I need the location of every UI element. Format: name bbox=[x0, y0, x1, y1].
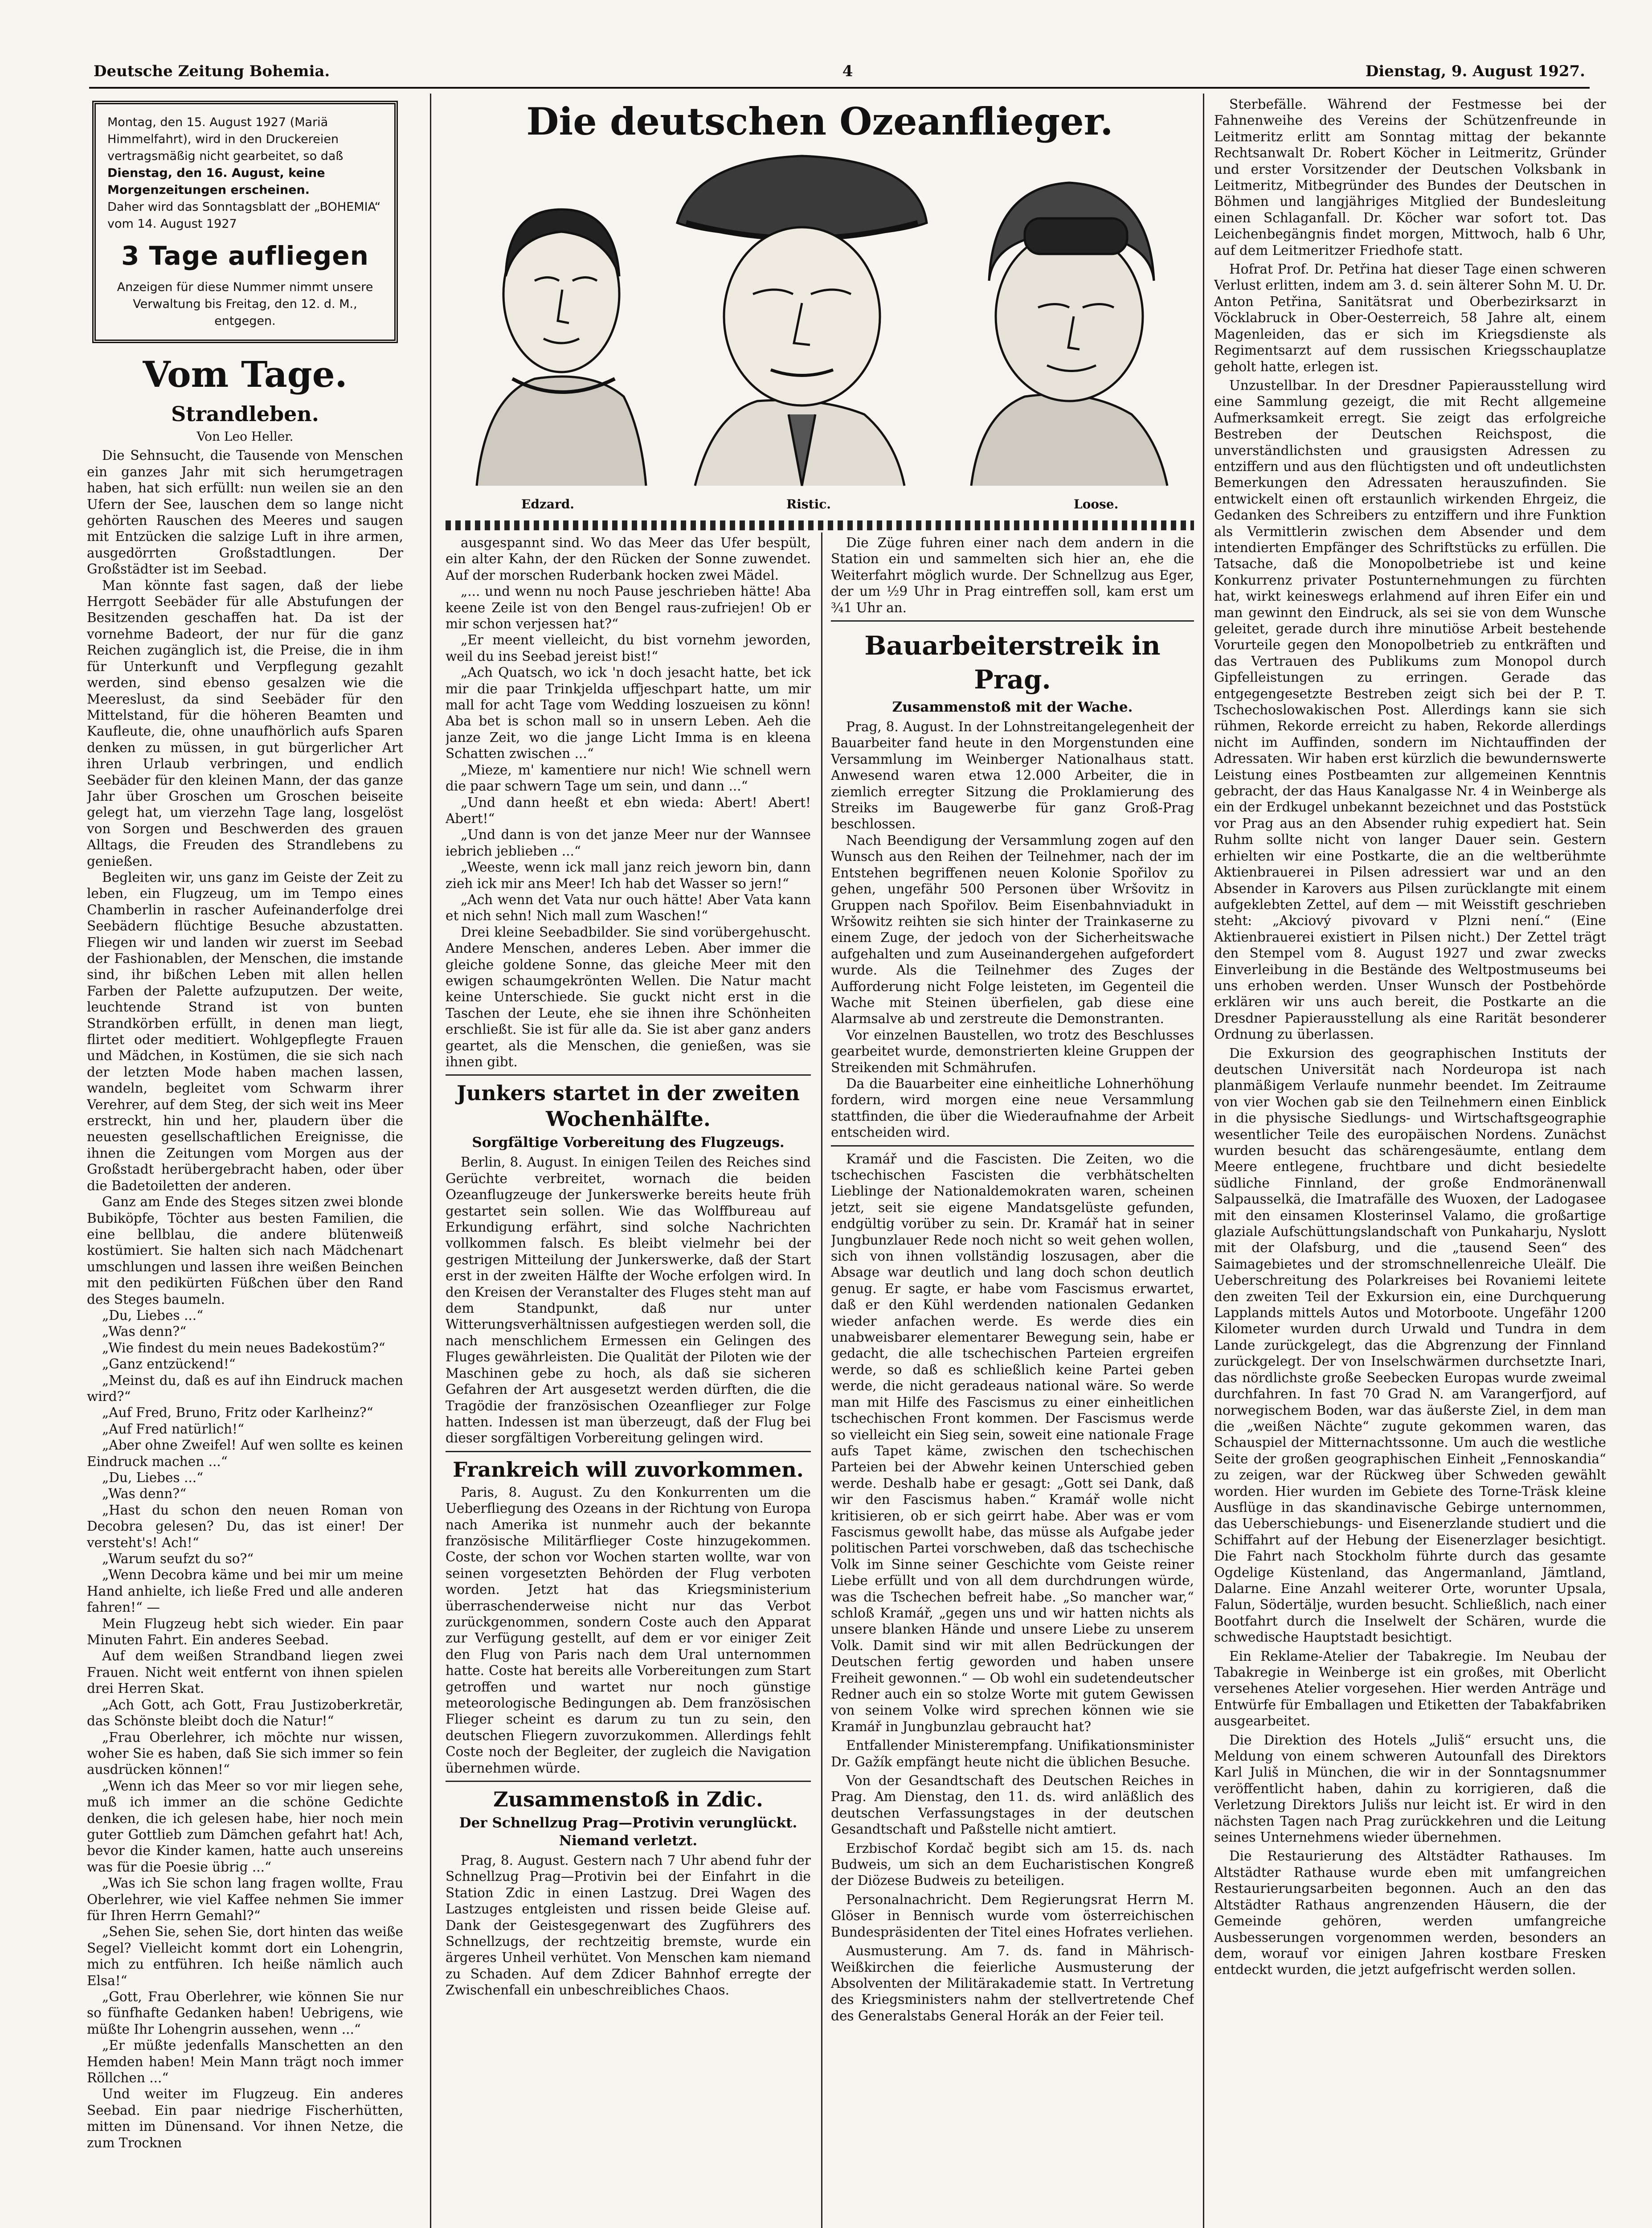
article-text: Paris, 8. August. Zu den Konkurrenten um die Ueberfliegung des Ozeans in der Richtung von Europa nach Amerika ist nunmehr auch der bekannte französische Militärflieger Coste hinzugekommen. Coste, der schon vor Wochen starten wollte, war von seinen vorgesetzten Behörden der Flug verboten worden. Jetzt hat das Kriegsministerium überraschenderweise nicht nur das Verbot zurückgenommen, sondern Coste auch den Apparat zur Verfügung gestellt, auf dem er vor einiger Zeit den Flug von Paris nach dem Ural unternommen hatte. Coste hat bereits alle Vorbereitungen zum Start getroffen und wartet nur noch günstige meteorologische Bedingungen ab. Dem französischen Flieger scheint es darum zu tun zu sein, den deutschen Fliegern zuvorzukommen. Allerdings fehlt Coste noch der Begleiter, der zugleich die Navigation übernehmen würde. bbox=[446, 1484, 811, 1776]
byline: Von Leo Heller. bbox=[196, 429, 294, 444]
paragraph: „Ach wenn det Vata nur ouch hätte! Aber Vata kann et nich sehn! Nich mall zum Waschen!“ bbox=[446, 892, 811, 924]
paragraph: Begleiten wir, uns ganz im Geiste der Zeit zu leben, ein Flugzeug, um im Tempo eines Chamberlin in rascher Aufeinanderfolge drei Seebädern flüchtige Besuche abzustatten. Fliegen wir und landen wir zuerst im Seebad der Fashionablen, der Menschen, die imstande sind, ihr bißchen Leben mit allen hellen Farben der Palette aufzuputzen. Der weite, leuchtende Strand ist von bunten Strandkörben erfüllt, in denen man liegt, flirtet oder meditiert. Wohlgepflegte Frauen und Mädchen, in Kostümen, die sie sich nach der letzten Mode haben machen lassen, wandeln, begleitet vom Schwarm ihrer Verehrer, auf dem Steg, der sich weit ins Meer erstreckt, hin und her, plaudern über die neuesten gesellschaftlichen Ereignisse, die ihnen die Zeitungen vom Morgen aus der Großstadt herübergebracht haben, oder über die Badetoiletten der anderen. bbox=[87, 869, 403, 1193]
paragraph: „Wenn ich das Meer so vor mir liegen sehe, muß ich immer an die schöne Gedichte denken, die ich gelesen habe, hier noch mein guter Gottlieb zum Dämchen gefahrt hat! Ach, bevor die Kinder kamen, hatte auch unsereins was für die Poesie übrig ...“ bbox=[87, 1778, 403, 1875]
paragraph: Drei kleine Seebadbilder. Sie sind vorübergehuscht. Andere Menschen, anderes Leben. Aber immer die gleiche goldene Sonne, das gleiche Meer mit den ewigen schaumgekrönten Wellen. Die Natur macht keine Unterschiede. Sie guckt nicht erst in die Taschen der Leute, ehe sie ihnen ihre Schönheiten erschließt. Sie ist für alle da. Sie ist aber ganz anders geartet, als die Menschen, die genießen, was sie ihnen gibt. bbox=[446, 924, 811, 1069]
article-text: Berlin, 8. August. In einigen Teilen des Reiches sind Gerüchte verbreitet, wornach die beiden Ozeanflugzeuge der Junkerswerke bereits heute früh gestartet sein sollen. Wie das Wolffbureau auf Erkundigung erfährt, sind solche Nachrichten vollkommen falsch. Es bleibt vielmehr bei der gestrigen Mitteilung der Junkerswerke, daß der Start erst in der zweiten Hälfte der Woche erfolgen wird. In den Kreisen der Veranstalter des Fluges steht man auf dem Standpunkt, daß nur unter Witterungsverhältnissen aufgestiegen werden soll, die nach menschlichem Ermessen ein Gelingen des Fluges gewährleisten. Die Qualität der Piloten wie der Maschinen gebe zu hoch, als daß sie sicheren Gefahren der Art ausgesetzt werden dürften, die die Tragödie der französischen Ozeanflieger zur Folge hatten. Indessen ist man überzeugt, daß der Flug bei dieser sorgfältigen Vorbereitung gelingen wird. bbox=[446, 1155, 811, 1446]
column-divider bbox=[1203, 94, 1204, 2228]
notice-line: Daher wird das Sonntagsblatt der „BOHEMIA“ vom 14. August 1927 bbox=[107, 200, 381, 231]
paragraph: „Er meent vielleicht, du bist vornehm jeworden, weil du ins Seebad jereist bist!“ bbox=[446, 632, 811, 664]
news-item: Ein Reklame-Atelier der Tabakregie. Im Neubau der Tabakregie in Weinberge ist ein großes, mit Oberlicht versehenes Atelier vorgesehen. Hier werden Anträge und Entwürfe für Emballagen und Etiketten der Tabakfabriken ausgearbeitet. bbox=[1214, 1648, 1606, 1729]
paragraph: „Was denn?“ bbox=[102, 1324, 187, 1339]
masthead: Deutsche Zeitung Bohemia. bbox=[94, 62, 330, 80]
paragraph: „Wenn Decobra käme und bei mir um meine Hand anhielte, ich ließe Fred und alle anderen fahren!“ — bbox=[87, 1567, 403, 1615]
paragraph: Die Sehnsucht, die Tausende von Menschen ein ganzes Jahr mit sich herumgetragen haben, hat sich erfüllt: nun weilen sie an den Ufern der See, lauschen dem so lange nicht gehörten Rauschen des Meeres und saugen mit Entzücken die salzige Luft in ihre armen, ausgedörrten Großstadtlungen. Der Großstädter ist im Seebad. bbox=[87, 448, 403, 577]
notice-headline: 3 Tage aufliegen bbox=[121, 241, 369, 271]
paragraph: „Du, Liebes ...“ bbox=[102, 1307, 204, 1323]
paragraph: „Und dann heeßt et ebn wieda: Abert! Abert! Abert!“ bbox=[446, 795, 811, 826]
article-subtitle: Zusammenstoß mit der Wache. bbox=[892, 699, 1133, 716]
portrait-loose bbox=[971, 183, 1167, 486]
paragraph: Ganz am Ende des Steges sitzen zwei blonde Bubiköpfe, Töchter aus besten Familien, die eine bellblau, die andere blütenweiß kostümiert. Sie halten sich nach Mädchenart umschlungen und lassen ihre weißen Beinchen mit den pedikürten Füßchen über den Rand des Steges baumeln. bbox=[87, 1194, 403, 1307]
paragraph: Prag, 8. August. In der Lohnstreitangelegenheit der Bauarbeiter fand heute in den Morgenstunden eine Versammlung im Weinberger Nationalhaus statt. Anwesend waren etwa 12.000 Arbeiter, die in ziemlich erregter Sitzung die Proklamierung des Streiks im Baugewerbe für ganz Groß-Prag beschlossen. bbox=[831, 719, 1194, 832]
article-text: Kramář und die Fascisten. Die Zeiten, wo die tschechischen Fascisten die verbhätschelten Lieblinge der Nationaldemokraten waren, scheinen jetzt, seit sie eigene Mandatsgelüste gefunden, endgültig vorüber zu sein. Dr. Kramář hat in seiner Jungbunzlauer Rede noch nicht so weit gehen wollen, sich von ihnen vollständig loszusagen, aber die Absage war deutlich und lang doch schon deutlich genug. Er sagte, er habe vom Fascismus erwartet, daß er den Kühl werdenden nationalen Gedanken wieder anfachen werde. Es werde dies ein unabweisbarer elementarer Bewegung sein, habe er gedacht, die alle tschechischen Parteien ergreifen werde, so daß es schließlich keine Partei geben werde, die nicht geradeaus national wäre. So werde man mit Hilfe des Fascismus zu einer einheitlichen tschechischen Front kommen. Der Fascismus werde so vielleicht ein Sieg sein, soweit eine nationale Frage aufs Tapet käme, zwischen den tschechischen Parteien bei der Abwehr keinen Unterschied geben werde. Deshalb habe er gesagt: „Gott sei Dank, daß wir den Fascismus haben.“ Kramář wolle nicht kritisieren, ob er sich geirrt habe. Aber was er vom Fascismus gewollt habe, das müsse als Aufgabe jeder politischen Partei vorschweben, daß das tschechische Volk im Sinne seiner Geschichte vom Geiste reiner Liebe erfüllt und von all dem durchdrungen würde, was die Tschechen befreit habe. „So mancher war,“ schloß Kramář, „gegen uns und wir hatten nichts als unsere blanken Hände und unsere Liebe zu unserem Volk. Damit sind wir mit allen Bedrückungen der Deutschen fertig geworden und haben unsere Freiheit gewonnen.“ — Ob wohl ein sudetendeutscher Redner auch ein so stolze Worte mit gutem Gewissen von seinem Volke wird sprechen können wie sie Kramář in Jungbunzlau gebraucht hat? bbox=[831, 1151, 1194, 1734]
notice-line: Dienstag, den 16. August, keine Morgenzeitungen erscheinen. bbox=[107, 166, 325, 197]
paragraph: „Hast du schon den neuen Roman von Decobra gelesen? Du, das ist einer! Der versteht's! Ach!“ bbox=[87, 1502, 403, 1550]
divider bbox=[446, 1781, 811, 1782]
divider bbox=[446, 1074, 811, 1076]
divider bbox=[446, 1451, 811, 1452]
notice-line: Anzeigen für diese Nummer nimmt unsere Verwaltung bis Freitag, den 12. d. M., entgegen. bbox=[117, 280, 373, 328]
article-text: Prag, 8. August. Gestern nach 7 Uhr abend fuhr der Schnellzug Prag—Protivin bei der Einfahrt in die Station Zdic in einen Lastzug. Drei Wagen des Lastzuges entgleisten und rissen beide Gleise auf. Dank der Geistesgegenwart des Zugführers des Schnellzugs, der rechtzeitig bremste, wurde ein ärgeres Unheil verhütet. Von Menschen kam niemand zu Schaden. Auf dem Zdicer Bahnhof erregte der Zwischenfall ein unbeschreibliches Chaos. bbox=[446, 1853, 811, 1998]
column-divider bbox=[821, 532, 822, 2228]
news-item: Ausmusterung. Am 7. ds. fand in Mährisch-Weißkirchen die feierliche Ausmusterung der Absolventen der Militärakademie statt. In Vertretung des Kriegsministers nahm der stellvertretende Chef des Generalstabs General Horák an der Feier teil. bbox=[831, 1943, 1194, 2023]
column-3 bbox=[831, 535, 1194, 2228]
caption-loose: Loose. bbox=[1074, 497, 1119, 512]
article-text: Die Züge fuhren einer nach dem andern in die Station ein und sammelten sich hier an, ehe die Weiterfahrt möglich wurde. Der Schnellzug aus Eger, der um ½9 Uhr in Prag eintreffen soll, kam erst um ¾1 Uhr an. bbox=[831, 535, 1194, 615]
issue-date: Dienstag, 9. August 1927. bbox=[1365, 62, 1585, 80]
paragraph: „Und dann is von det janze Meer nur der Wannsee iebrich jeblieben ...“ bbox=[446, 827, 811, 859]
paragraph: „Er müßte jedenfalls Manschetten an den Hemden haben! Mein Mann trägt noch immer Röllchen ...“ bbox=[87, 2038, 403, 2086]
paragraph: Vor einzelnen Baustellen, wo trotz des Beschlusses gearbeitet wurde, demonstrierten kleine Gruppen der Streikenden mit Schmährufen. bbox=[831, 1027, 1194, 1075]
news-item: Die Restaurierung des Altstädter Rathauses. Im Altstädter Rathause wurde eben mit umfangreichen Restaurierungsarbeiten begonnen. Auch an den das Altstädter Rathaus angrenzenden Häusern, die der Gemeinde gehören, werden umfangreiche Ausbesserungen vorgenommen werden, besonders an dem, worauf vor einigen Jahren kostbare Fresken entdeckt wurden, die jetzt aufgefrischt werden sollen. bbox=[1214, 1848, 1606, 1978]
header-rule bbox=[89, 87, 1590, 89]
news-item: Hofrat Prof. Dr. Petřina hat dieser Tage einen schweren Verlust erlitten, indem am 3. d. sein älterer Sohn M. U. Dr. Anton Petřina, Sanitätsrat und Oberbezirksarzt in Vöcklabruck in Ober-Oesterreich, 58 Jahre alt, einem Magenleiden, das er sich im Kriegsdienste als Regimentsarzt auf dem russischen Kriegsschauplatze geholt hatte, erlegen ist. bbox=[1214, 262, 1606, 374]
news-item: Von der Gesandtschaft des Deutschen Reiches in Prag. Am Dienstag, den 11. ds. wird anläßlich des deutschen Verfassungstages in der deutschen Gesandtschaft und Paßstelle nicht amtiert. bbox=[831, 1773, 1194, 1837]
portrait-ristic bbox=[677, 156, 927, 486]
paragraph: „Warum seufzt du so?“ bbox=[102, 1551, 254, 1567]
article-continuation bbox=[446, 535, 811, 1070]
caption-edzard: Edzard. bbox=[521, 497, 575, 512]
news-item: Personalnachricht. Dem Regierungsrat Herrn M. Glöser in Bennisch wurde vom österreichischen Bundespräsidenten der Titel eines Hofrates verliehen. bbox=[831, 1892, 1194, 1940]
ozeanflieger-illustration bbox=[446, 94, 1194, 515]
article-title-bauarbeiter: Bauarbeiterstreik in Prag. bbox=[864, 631, 1161, 695]
caption-ristic: Ristic. bbox=[786, 497, 831, 512]
portraits-drawing bbox=[446, 147, 1194, 495]
news-item: Unzustellbar. In der Dresdner Papierausstellung wird eine Sammlung gezeigt, die mit Recht allgemeine Aufmerksamkeit erregt. Sie zeigt das erfolgreiche Bestreben der Deutschen Reichspost, die unverständlichsten und grausigsten Adressen zu entziffern und aus den flüchtigsten und oft undeutlichsten Bemerkungen den Adressaten herauszufinden. Sie entwickelt einen oft erstaunlich wirkenden Ehrgeiz, die Gedanken des Schreibers zu entziffern und ihre Funktion als Vermittlerin zwischen dem Absender und dem intendierten Empfänger des Schriftstücks zu erfüllen. Die Tatsache, daß die Monopolbetriebe ist und keine Konkurrenz privater Postunternehmungen zu fürchten hat, wirkt keineswegs erlahmend auf ihren Eifer ein und man gewinnt den Eindruck, als sei sie von dem Wunsche geleitet, gerade durch ihre minutiöse Arbeit bestehende Vorurteile gegen den Monopolbetrieb zu entkräften und das Vertrauen des Publikums zum Monopol durch Gipfelleistungen zu erringen. Gerade das entgegengesetzte Bestreben zeigt sich bei der P. T. Tschechoslowakischen Post. Allerdings kann sie sich rühmen, Rekorde erreicht zu haben, Rekorde allerdings nicht im Auffinden, sondern im Nichtauffinden der Adressaten. Wir haben erst kürzlich die bewundernswerte Leistung eines Postbeamten zur allgemeinen Kenntnis gebracht, der das Haus Kanalgasse Nr. 4 in Weinberge als ein der Erdkugel unbekannt bezeichnet und das Poststück vor Prag aus an den Absender ruhig expediert hat. Sein Ruhm sollte nicht von langer Dauer sein. Gestern erhielten wir eine Postkarte, die an die weltberühmte Aktienbrauerei in Pilsen adressiert war und an den Absender in Karovers aus Pilsen zurücklangte mit einem aufgeklebten Zettel, auf dem — mit Weisstift geschrieben steht: „Akciový pivovard v Plzni není.“ (Eine Aktienbrauerei existiert in Pilsen nicht.) Der Zettel trägt den Stempel vom 8. August 1927 und zwar zwecks Einverleibung in die Bestände des Weltpostmuseums bei uns erhoben werden. Unser Wunsch der Postbehörde erklären wir uns auch bereit, die Postkarte an die Dresdner Papierausstellung als eine Rarität besonderer Ordnung zu überlassen. bbox=[1214, 377, 1606, 1042]
column-2 bbox=[446, 535, 811, 2228]
paragraph: ausgespannt sind. Wo das Meer das Ufer bespült, ein alter Kahn, der den Rücken der Sonne zuwendet. Auf der morschen Ruderbank hocken zwei Mädel. bbox=[446, 535, 811, 583]
article-subtitle: Sorgfältige Vorbereitung des Flugzeugs. bbox=[472, 1134, 785, 1151]
news-items bbox=[831, 1737, 1194, 2024]
paragraph: „Auf Fred natürlich!“ bbox=[102, 1421, 245, 1437]
divider bbox=[831, 620, 1194, 622]
ornamental-rule bbox=[446, 520, 1194, 530]
paragraph: „Auf Fred, Bruno, Fritz oder Karlheinz?“ bbox=[102, 1405, 373, 1421]
page-number: 4 bbox=[842, 62, 853, 80]
paragraph: „Ach Quatsch, wo ick 'n doch jesacht hatte, bet ick mir die paar Trinkjelda uffjeschpart hatte, um mir mall for acht Tage vom Wedding loszueisen zu könn! Aba bet is schon mall so in unsern Leben. Aeh die janze Zeit, wo die jange Licht Imma is en kleena Schatten zwischen ...“ bbox=[446, 665, 811, 762]
paragraph: „Ganz entzückend!“ bbox=[102, 1356, 236, 1372]
paragraph: „Aber ohne Zweifel! Auf wen sollte es keinen Eindruck machen ...“ bbox=[87, 1438, 403, 1469]
paragraph: „Was ich Sie schon lang fragen wollte, Frau Oberlehrer, wie viel Kaffee nehmen Sie immer für Ihren Herrn Gemahl?“ bbox=[87, 1876, 403, 1923]
paragraph: „Weeste, wenn ick mall janz reich jeworn bin, dann zieh ick mir ans Meer! Ich hab det Wasser so jern!“ bbox=[446, 860, 811, 891]
news-item: Die Direktion des Hotels „Juliš“ ersucht uns, die Meldung von einem schweren Autounfall des Direktors Karl Juliš in München, die wir in der Sonntagsnummer veröffentlicht haben, dahin zu korrigieren, daß die Verletzung Direktors Julišs nur leicht ist. Er wird in den nächsten Tagen nach Prag zurückkehren und die Leitung seines Unternehmens wieder übernehmen. bbox=[1214, 1732, 1606, 1845]
paragraph: „Was denn?“ bbox=[102, 1486, 187, 1502]
news-item: Sterbefälle. Während der Festmesse bei der Fahnenweihe des Vereins der Schützenfreunde in Leitmeritz erlitt am Sonntag mittag der bekannte Rechtsanwalt Dr. Robert Köcher in Leitmeritz, Gründer und erster Vorsitzender der Deutschen Volksbank in Leitmeritz, Mitbegründer des Bundes der Deutschen in Böhmen und langjähriges Mitglied der Bundesleitung einen Schlaganfall. Dr. Köcher war sofort tot. Das Leichenbegängnis findet morgen, Mittwoch, halb 6 Uhr, auf dem Leitmeritzer Friedhofe statt. bbox=[1214, 97, 1606, 258]
article-title-zdic: Zusammenstoß in Zdic. bbox=[493, 1787, 763, 1812]
paragraph: Auf dem weißen Strandband liegen zwei Frauen. Nicht weit entfernt von ihnen spielen drei Herren Skat. bbox=[87, 1648, 403, 1696]
paragraph: „Wie findest du mein neues Badekostüm?“ bbox=[102, 1340, 385, 1356]
local-news bbox=[1214, 96, 1606, 1978]
news-item: Erzbischof Kordač begibt sich am 15. ds. nach Budweis, um sich an dem Eucharistischen Kongreß der Diözese Budweis zu beteiligen. bbox=[831, 1840, 1194, 1888]
paragraph: „Frau Oberlehrer, ich möchte nur wissen, woher Sie es haben, daß Sie sich immer so fein ausdrücken können!“ bbox=[87, 1729, 403, 1777]
paragraph: Mein Flugzeug hebt sich wieder. Ein paar Minuten Fahrt. Ein anderes Seebad. bbox=[87, 1616, 403, 1648]
article-title-frankreich: Frankreich will zuvorkommen. bbox=[453, 1457, 804, 1482]
paragraph: „Ach Gott, ach Gott, Frau Justizoberkretär, das Schönste bleibt doch die Natur!“ bbox=[87, 1697, 403, 1729]
paragraph: Man könnte fast sagen, daß der liebe Herrgott Seebäder für alle Abstufungen der Besitzenden geschaffen hat. Da ist der vornehme Badeort, der nur für die ganz Reichen zugänglich ist, die Preise, die in ihm für Unterkunft und Verpflegung gezahlt werden, sind ebenso gesalzen wie die Meereslust, da sind Seebäder für den Mittelstand, für die höheren Beamten und Kaufleute, die, ohne unaufhörlich aufs Sparen denken zu müssen, in gut bürgerlicher Art ihren Urlaub verbringen, und endlich Seebäder für den kleinen Mann, der das ganze Jahr über Groschen um Groschen beiseite gelegt hat, um vierzehn Tage lang, losgelöst von Sorgen und Beschwerden des grauen Alltags, die Freuden des Strandlebens zu genießen. bbox=[87, 577, 403, 869]
article-body bbox=[87, 447, 403, 2151]
notice-line: Montag, den 15. August 1927 (Mariä Himmelfahrt), wird in den Druckereien vertragsmäßig nicht gearbeitet, so daß bbox=[107, 115, 343, 163]
notice-box bbox=[92, 101, 398, 343]
news-item: Entfallender Ministerempfang. Unifikationsminister Dr. Gažík empfängt heute nicht die üblichen Besuche. bbox=[831, 1738, 1194, 1769]
paragraph: Da die Bauarbeiter eine einheitliche Lohnerhöhung fordern, wird morgen eine neue Versammlung stattfinden, die über die Wiederaufnahme der Arbeit entscheiden wird. bbox=[831, 1076, 1194, 1140]
article-title-junkers: Junkers startet in der zweiten Wochenhälfte. bbox=[457, 1081, 800, 1131]
page-header bbox=[94, 49, 1585, 80]
news-item: Die Exkursion des geographischen Instituts der deutschen Universität nach Nordeuropa ist nach planmäßigem Verlaufe nunmehr beendet. Im Zeitraume von vier Wochen gab sie den Teilnehmern einen Einblick in die physische Siedlungs- und Wirtschaftsgeographie wesentlicher Teile des europäischen Nordens. Zunächst wurden besucht das schärengesäumte, entlang dem Meere entlegene, fruchtbare und dicht besiedelte südliche Finnland, der große Endmoränenwall Salpausselkä, die Imatrafälle des Wuoxen, der Ladogasee mit den einsamen Klosterinsel Valamo, die großartige glaziale Aufschüttungslandschaft von Punkaharju, Nyslott mit der Olafsburg, und die „tausend Seen“ des Saimagebietes und der stromschnellenreiche Uleälf. Die Ueberschreitung des Polarkreises bei Rovaniemi leitete den zweiten Teil der Exkursion ein, eine Durchquerung Lapplands mittels Autos und Motorboote. Ungefähr 1200 Kilometer wurden durch Urwald und Tundra in dem Lande zurückgelegt, das die Abgrenzung der Finnland zurückgelegt. Der von Inselschwärmen durchsetzte Inari, das nördlichste große Seebecken Europas wurde zweimal durchfahren. In fast 70 Grad N. am Varangerfjord, auf norwegischem Boden, war das äußerste Ziel, in dem man die „weißen Nächte“ zugute gekommen waren, das Schauspiel der Mitternachtssonne. Um auch die westliche Seite der großen geographischen Einheit „Fennoskandia“ zu zeigen, war der Rückweg über Schweden gewählt worden. Hier wurden im Gebiete des Torne-Träsk kleine Ausflüge in das skandinavische Gebirge unternommen, das Ueberschiebungs- und Eisenerzlande studiert und die Schiffahrt auf der Hebung der Eisenerzlager besichtigt. Die Fahrt nach Stockholm führte durch das gesamte Ogdelige Küstenland, das Angermanland, Jämtland, Dalarne. Eine Anzahl weiterer Orte, worunter Upsala, Falun, Södertälje, wurden besucht. Schließlich, nach einer Bootfahrt durch die Inselwelt der Schären, wurde die schwedische Hauptstadt besichtigt. bbox=[1214, 1045, 1606, 1645]
article-title: Strandleben. bbox=[171, 402, 319, 426]
paragraph: „Mieze, m' kamentiere nur nich! Wie schnell wern die paar schwern Tage um sein, und dann ...“ bbox=[446, 762, 811, 794]
illustration-title: Die deutschen Ozeanflieger. bbox=[526, 99, 1113, 143]
paragraph: „... und wenn nu noch Pause jeschrieben hätte! Aba keene Zeile ist von den Bengel raus-zufriejen! Ob er mir schon verjessen hat?“ bbox=[446, 584, 811, 632]
column-divider bbox=[430, 94, 431, 2228]
column-4 bbox=[1214, 94, 1606, 2228]
section-title: Vom Tage. bbox=[143, 353, 348, 395]
divider bbox=[831, 1145, 1194, 1147]
article-body bbox=[831, 719, 1194, 1141]
paragraph: Und weiter im Flugzeug. Ein anderes Seebad. Ein paar niedrige Fischerhütten, mitten im Dünensand. Vor ihnen Netze, die zum Trocknen bbox=[87, 2086, 403, 2150]
paragraph: „Sehen Sie, sehen Sie, dort hinten das weiße Segel? Vielleicht kommt dort ein Lohengrin, mich zu entführen. Ich heiße nämlich auch Elsa!“ bbox=[87, 1924, 403, 1988]
paragraph: Nach Beendigung der Versammlung zogen auf den Wunsch aus den Reihen der Teilnehmer, nach der im Entstehen begriffenen neuen Kolonie Spořilov zu gehen, ungefähr 500 Personen über Wršovitz in Gruppen nach Spořilov. Beim Eisenbahnviadukt in Wršowitz reihten sie sich hinter der Trainkaserne zu einem Zuge, der jedoch von der Sicherheitswache aufgehalten und zum Auseinandergehen aufgefordert wurde. Als die Teilnehmer des Zuges der Aufforderung nicht Folge leisteten, im Gegenteil die Wache mit Steinen überfielen, gab diese eine Alarmsalve ab und zerstreute die Demonstranten. bbox=[831, 832, 1194, 1027]
article-subtitle: Der Schnellzug Prag—Protivin verunglückt. Niemand verletzt. bbox=[459, 1815, 797, 1849]
paragraph: „Du, Liebes ...“ bbox=[102, 1470, 204, 1485]
paragraph: „Meinst du, daß es auf ihn Eindruck machen wird?“ bbox=[87, 1372, 403, 1404]
paragraph: „Gott, Frau Oberlehrer, wie können Sie nur so fünfhafte Gedanken haben! Uebrigens, wie müßte Ihr Lohengrin aussehen, wenn ...“ bbox=[87, 1989, 403, 2037]
portrait-edzard bbox=[477, 209, 646, 486]
column-1 bbox=[87, 94, 403, 2228]
